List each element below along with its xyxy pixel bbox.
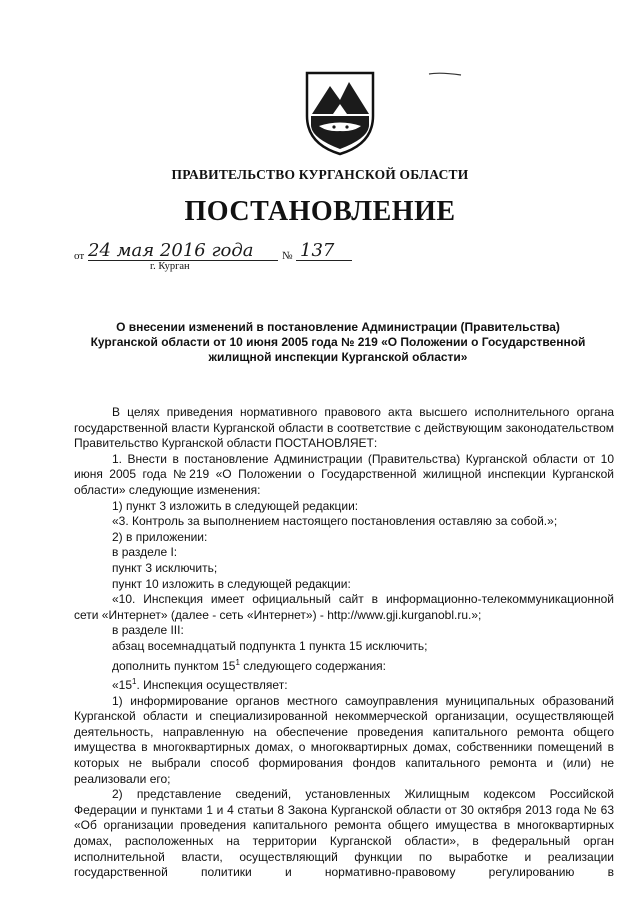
add-point-text-b: следующего содержания: xyxy=(239,658,386,673)
paragraph-preamble: В целях приведения нормативного правового акта высшего исполнительного органа государственной власти Курганской области в соответствие с действующим законодательством Правительство Курганской области ПОСТАНОВЛЯЕТ: xyxy=(74,405,614,451)
document-heading xyxy=(58,320,618,365)
paragraph-quote-3: «3. Контроль за выполнением настоящего постановления оставляю за собой.»; xyxy=(112,514,558,529)
paragraph-point-10: пункт 10 изложить в следующей редакции: xyxy=(112,576,351,591)
date-number-row xyxy=(74,242,374,270)
heading-line-2: Курганской области от 10 июня 2005 года № 219 «О Положении о Государственной xyxy=(90,335,586,349)
city-name: г. Курган xyxy=(150,261,190,272)
government-name: ПРАВИТЕЛЬСТВО КУРГАНСКОЙ ОБЛАСТИ xyxy=(171,167,469,182)
paragraph-point-15: абзац восемнадцатый подпункта 1 пункта 15 исключить; xyxy=(112,638,428,653)
handwritten-number: 137 xyxy=(300,240,335,261)
paragraph-reporting: 2) представление сведений, установленных Жилищным кодексом Российской Федерации и пунктами 1 и 4 статьи 8 Закона Курганской области от 30 октября 2013 года № 63 «Об организации проведения капитального ремонта общего имущества в многоквартирных домах, расположенных на территории Курганской области», в федеральный орган исполнительной власти, осуществляющий функции по выработке и реализации государственной политики и нормативно-правовому регулированию в xyxy=(74,787,614,880)
pen-stroke-mark xyxy=(428,72,462,76)
point-15-1-text-a: «15 xyxy=(112,678,133,693)
paragraph-add-point xyxy=(74,655,614,675)
point-15-1-text-b: . Инспекция осуществляет: xyxy=(136,678,288,693)
heading-line-3: жилищной инспекции Курганской области» xyxy=(208,350,468,364)
point-15-1-superscript: 1 xyxy=(132,677,137,687)
date-prefix: от xyxy=(74,250,85,262)
paragraph-subitem-2: 2) в приложении: xyxy=(112,529,208,544)
paragraph-section-3: в разделе III: xyxy=(112,623,184,638)
add-point-text-a: дополнить пунктом 15 xyxy=(112,658,236,673)
paragraph-informing: 1) информирование органов местного самоуправления муниципальных образований Курганской области и специализированной некоммерческой организации, осуществляющей деятельность, направленную на обеспечение проведения капитального ремонта общего имущества в многоквартирных домах, о многоквартирных домах, собственники помещений в которых не выбрали способ формирования фондов капитального ремонта и (или) не реализовали его; xyxy=(74,693,614,786)
number-label: № xyxy=(282,250,293,262)
paragraph-subitem-1: 1) пункт 3 изложить в следующей редакции: xyxy=(112,498,359,513)
paragraph-section-1: в разделе I: xyxy=(112,545,178,560)
number-underline xyxy=(296,260,352,261)
document-body xyxy=(74,405,614,881)
paragraph-point-3: пункт 3 исключить; xyxy=(112,560,218,575)
paragraph-quote-10: «10. Инспекция имеет официальный сайт в информационно-телекоммуникационной сети «Интернет» (далее - сеть «Интернет») - http://www.gji.kurganobl.ru.»; xyxy=(74,592,614,622)
document-type: ПОСТАНОВЛЕНИЕ xyxy=(184,196,456,227)
handwritten-date: 24 мая 2016 года xyxy=(88,240,254,261)
heading-line-1: О внесении изменений в постановление Администрации (Правительства) xyxy=(116,320,560,334)
paragraph-item-1: 1. Внести в постановление Администрации (Правительства) Курганской области от 10 июня 2005 года №219 «О Положении о Государственной жилищной инспекции Курганской области» следующие изменения: xyxy=(74,451,614,497)
paragraph-point-15-1 xyxy=(74,674,614,694)
add-point-superscript: 1 xyxy=(235,657,240,667)
kurgan-coat-of-arms-icon xyxy=(303,70,377,156)
